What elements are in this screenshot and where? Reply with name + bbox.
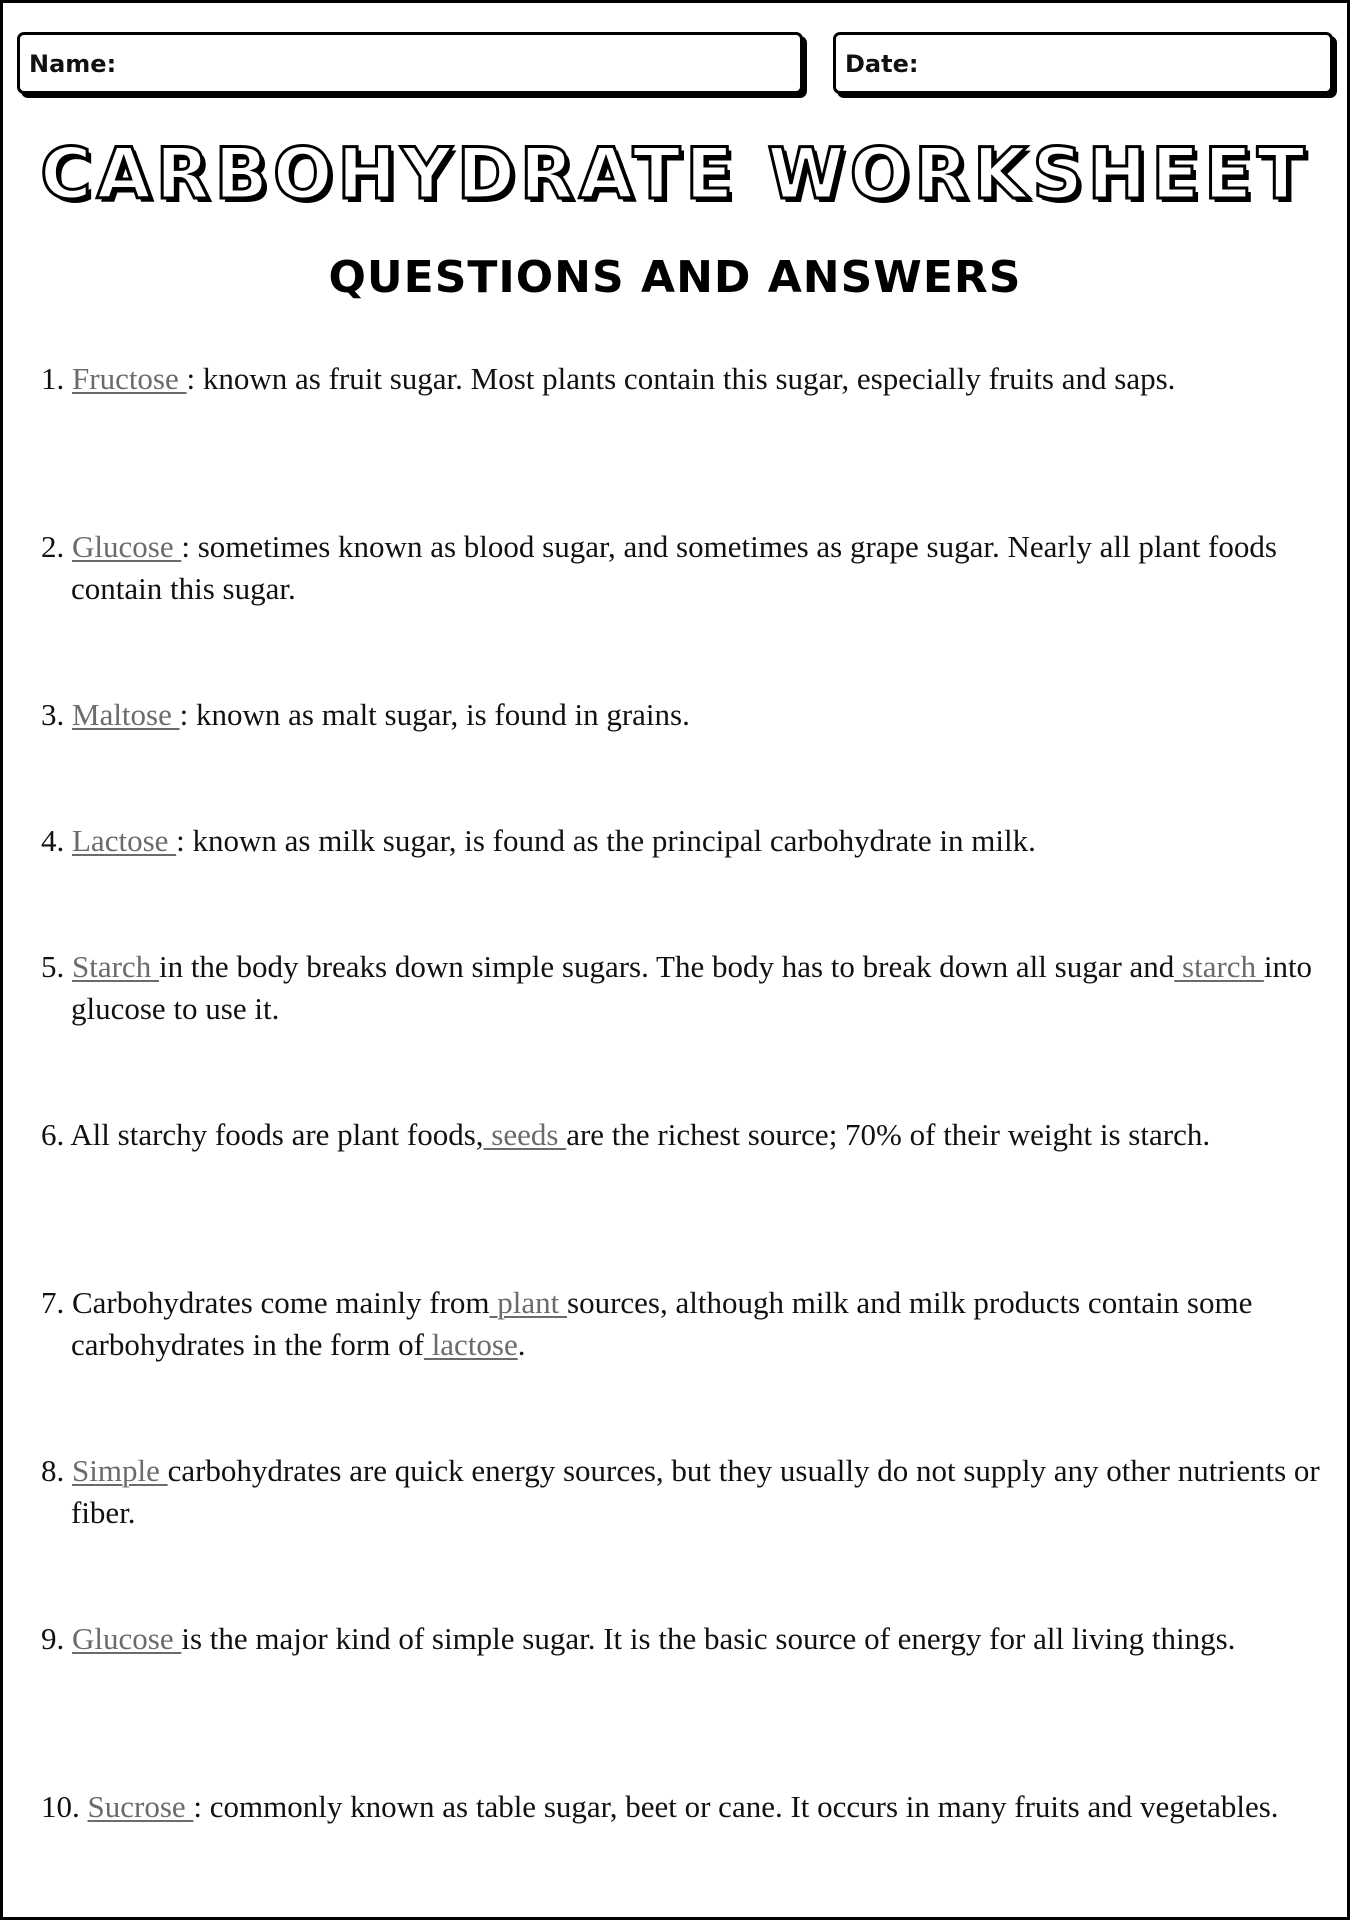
question-item (41, 1786, 1331, 1828)
question-item (41, 694, 1331, 736)
question-item (41, 1114, 1331, 1156)
worksheet-subtitle: QUESTIONS AND ANSWERS (328, 252, 1022, 303)
question-text: are the richest source; 70% of their weight is starch. (566, 1117, 1211, 1152)
question-number: 9. (41, 1621, 72, 1656)
question-text: . (517, 1327, 526, 1362)
answer-text: Sucrose (87, 1789, 194, 1824)
answer-text: Fructose (72, 361, 187, 396)
answer-text: Lactose (72, 823, 177, 858)
answer-text: seeds (483, 1117, 567, 1152)
answer-text: Maltose (72, 697, 180, 732)
question-item (41, 358, 1331, 400)
question-text: sources, although milk and milk products contain some carbohydrates in the form of (71, 1285, 1253, 1362)
answer-text: plant (489, 1285, 568, 1320)
question-text: : known as fruit sugar. Most plants contain this sugar, especially fruits and saps. (186, 361, 1176, 396)
answer-text: Starch (72, 949, 159, 984)
question-item (41, 820, 1331, 862)
answer-text: lactose (423, 1327, 518, 1362)
answer-text: Glucose (72, 1621, 182, 1656)
answer-text: starch (1174, 949, 1264, 984)
question-text: carbohydrates are quick energy sources, but they usually do not supply any other nutrients or fiber. (71, 1453, 1320, 1530)
date-label: Date: (845, 50, 919, 78)
date-field[interactable] (833, 32, 1333, 94)
question-number: 4. (41, 823, 72, 858)
question-text: is the major kind of simple sugar. It is the basic source of energy for all living things. (181, 1621, 1236, 1656)
question-number: 2. (41, 529, 72, 564)
question-text: : commonly known as table sugar, beet or cane. It occurs in many fruits and vegetables. (193, 1789, 1279, 1824)
question-item (41, 1618, 1331, 1660)
question-item (41, 1282, 1331, 1366)
answer-text: Glucose (72, 529, 182, 564)
question-text: All starchy foods are plant foods, (70, 1117, 484, 1152)
question-number: 8. (41, 1453, 72, 1488)
answer-text: Simple (72, 1453, 168, 1488)
question-number: 5. (41, 949, 72, 984)
question-number: 1. (41, 361, 72, 396)
question-number: 7. (41, 1285, 72, 1320)
question-item (41, 1450, 1331, 1534)
question-number: 6. (41, 1117, 71, 1152)
worksheet-title: CARBOHYDRATE WORKSHEET (40, 133, 1310, 215)
name-label: Name: (29, 50, 117, 78)
question-number: 3. (41, 697, 72, 732)
question-number: 10. (41, 1789, 88, 1824)
question-text: : known as malt sugar, is found in grains. (179, 697, 690, 732)
question-text: : sometimes known as blood sugar, and sometimes as grape sugar. Nearly all plant foods contain this sugar. (71, 529, 1277, 606)
name-field[interactable] (17, 32, 803, 94)
question-text: into glucose to use it. (71, 949, 1313, 1026)
question-text: in the body breaks down simple sugars. The body has to break down all sugar and (158, 949, 1175, 984)
question-item (41, 526, 1331, 610)
question-text: Carbohydrates come mainly from (72, 1285, 490, 1320)
question-text: : known as milk sugar, is found as the principal carbohydrate in milk. (176, 823, 1036, 858)
question-item (41, 946, 1331, 1030)
